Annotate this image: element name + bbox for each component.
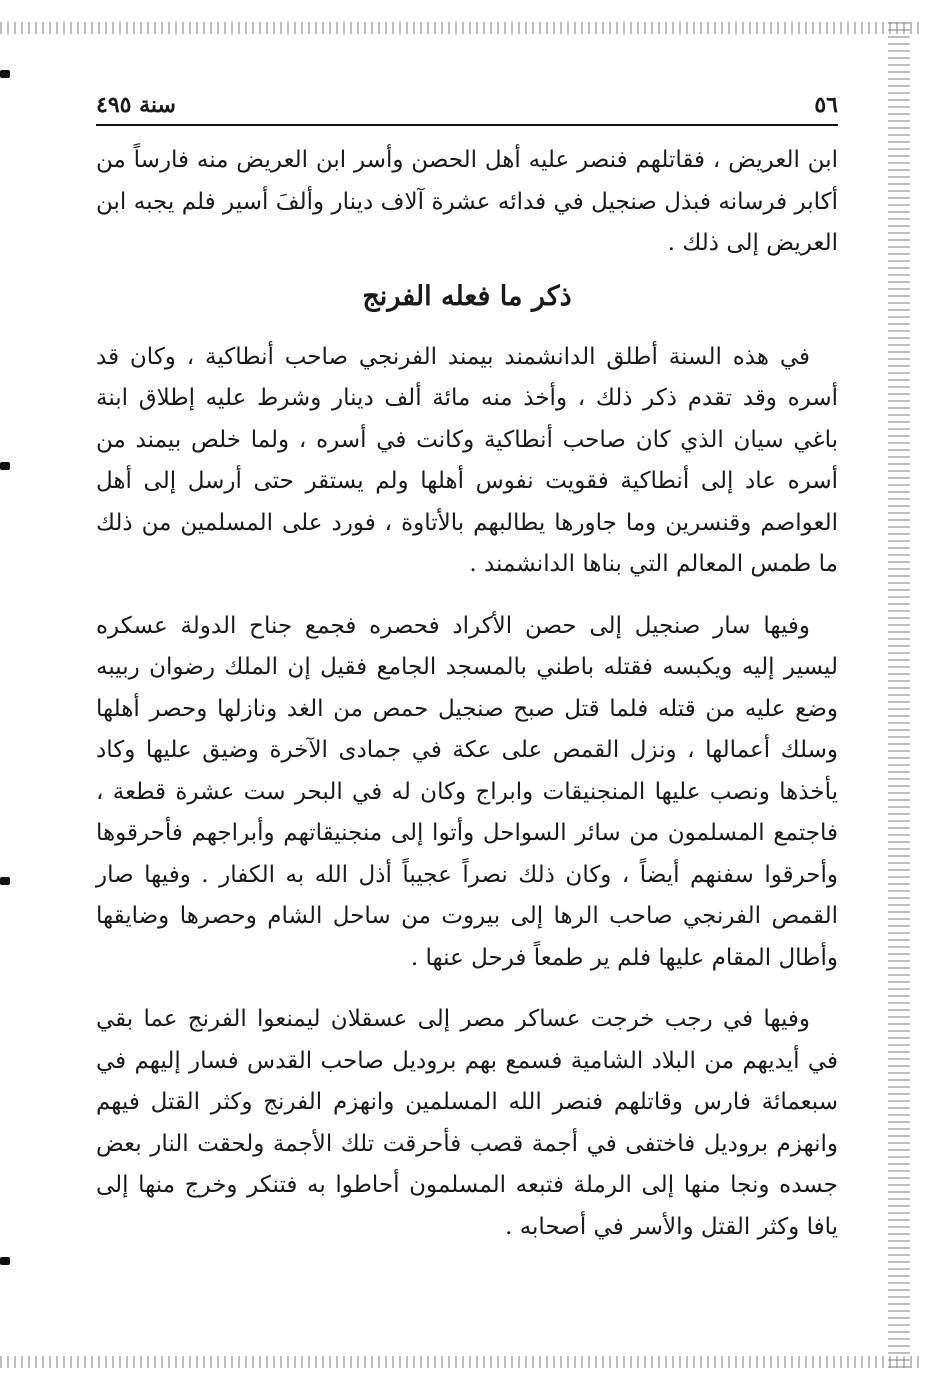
- page-body: [96, 140, 838, 1248]
- paragraph: في هذه السنة أطلق الدانشمند بيمند الفرنجي صاحب أنطاكية ، وكان قد أسره وقد تقدم ذكر ذلك ، وأخذ منه مائة ألف دينار وشرط عليه إطلاق ابنة باغي سيان الذي كان صاحب أنطاكية وكانت في أسره ، ولما خلص بيمند من أسره عاد إلى أنطاكية فقويت نفوس أهلها ولم يستقر حتى أرسل إلى أهل العواصم وقنسرين وما جاورها يطالبهم بالأتاوة ، فورد على المسلمين من ذلك ما طمس المعالم التي بناها الدانشمند .: [96, 343, 838, 577]
- scan-edge-mark: [0, 1257, 10, 1265]
- decorative-border-right: [888, 22, 910, 1368]
- running-head-year: سنة ٤٩٥: [96, 92, 176, 118]
- decorative-border-bottom: [0, 1356, 920, 1368]
- paragraph: وفيها في رجب خرجت عساكر مصر إلى عسقلان ليمنعوا الفرنج عما بقي في أيديهم من البلاد الشامية فسمع بهم بروديل صاحب القدس فسار إليهم في سبعمائة فارس وقاتلهم فنصر الله المسلمين وانهزم الفرنج وكثر القتل فيهم وانهزم بروديل فاختفى في أجمة قصب فأحرقت تلك الأجمة ولحقت النار بعض جسده ونجا منها إلى الرملة فتبعه المسلمون أحاطوا به فتنكر وخرج منها إلى يافا وكثر القتل والأسر في أصحابه .: [96, 1006, 838, 1240]
- decorative-border-top: [0, 22, 920, 34]
- scan-edge-mark: [0, 877, 10, 885]
- paragraph: ابن العريض ، فقاتلهم فنصر عليه أهل الحصن وأسر ابن العريض منه فارساً من أكابر فرسانه فبذل صنجيل في فدائه عشرة آلاف دينار وألفَ أسير فلم يجبه ابن العريض إلى ذلك .: [96, 147, 838, 256]
- paragraph: وفيها سار صنجيل إلى حصن الأكراد فحصره فجمع جناح الدولة عسكره ليسير إليه ويكبسه فقتله باطني بالمسجد الجامع فقيل إن الملك رضوان ربيبه وضع عليه من قتله فلما قتل صبح صنجيل حمص من الغد ونازلها وحصر أهلها وسلك أعمالها ، ونزل القمص على عكة في جمادى الآخرة وضيق عليها وكاد يأخذها ونصب عليها المنجنيقات وابراج وكان له في البحر ست عشرة قطعة ، فاجتمع المسلمون من سائر السواحل وأتوا إلى منجنيقاتهم وأبراجهم فأحرقوها وأحرقوا سفنهم أيضاً ، وكان ذلك نصراً عجيباً أذل الله به الكفار . وفيها صار القمص الفرنجي صاحب الرها إلى بيروت من ساحل الشام وحصرها وضايقها وأطال المقام عليها فلم ير طمعاً فرحل عنها .: [96, 612, 838, 971]
- scan-edge-mark: [0, 462, 10, 470]
- page-header: [96, 88, 838, 126]
- scan-edge-mark: [0, 70, 10, 78]
- section-heading: ذكر ما فعله الفرنج: [362, 280, 572, 312]
- page-number: ٥٦: [814, 92, 838, 118]
